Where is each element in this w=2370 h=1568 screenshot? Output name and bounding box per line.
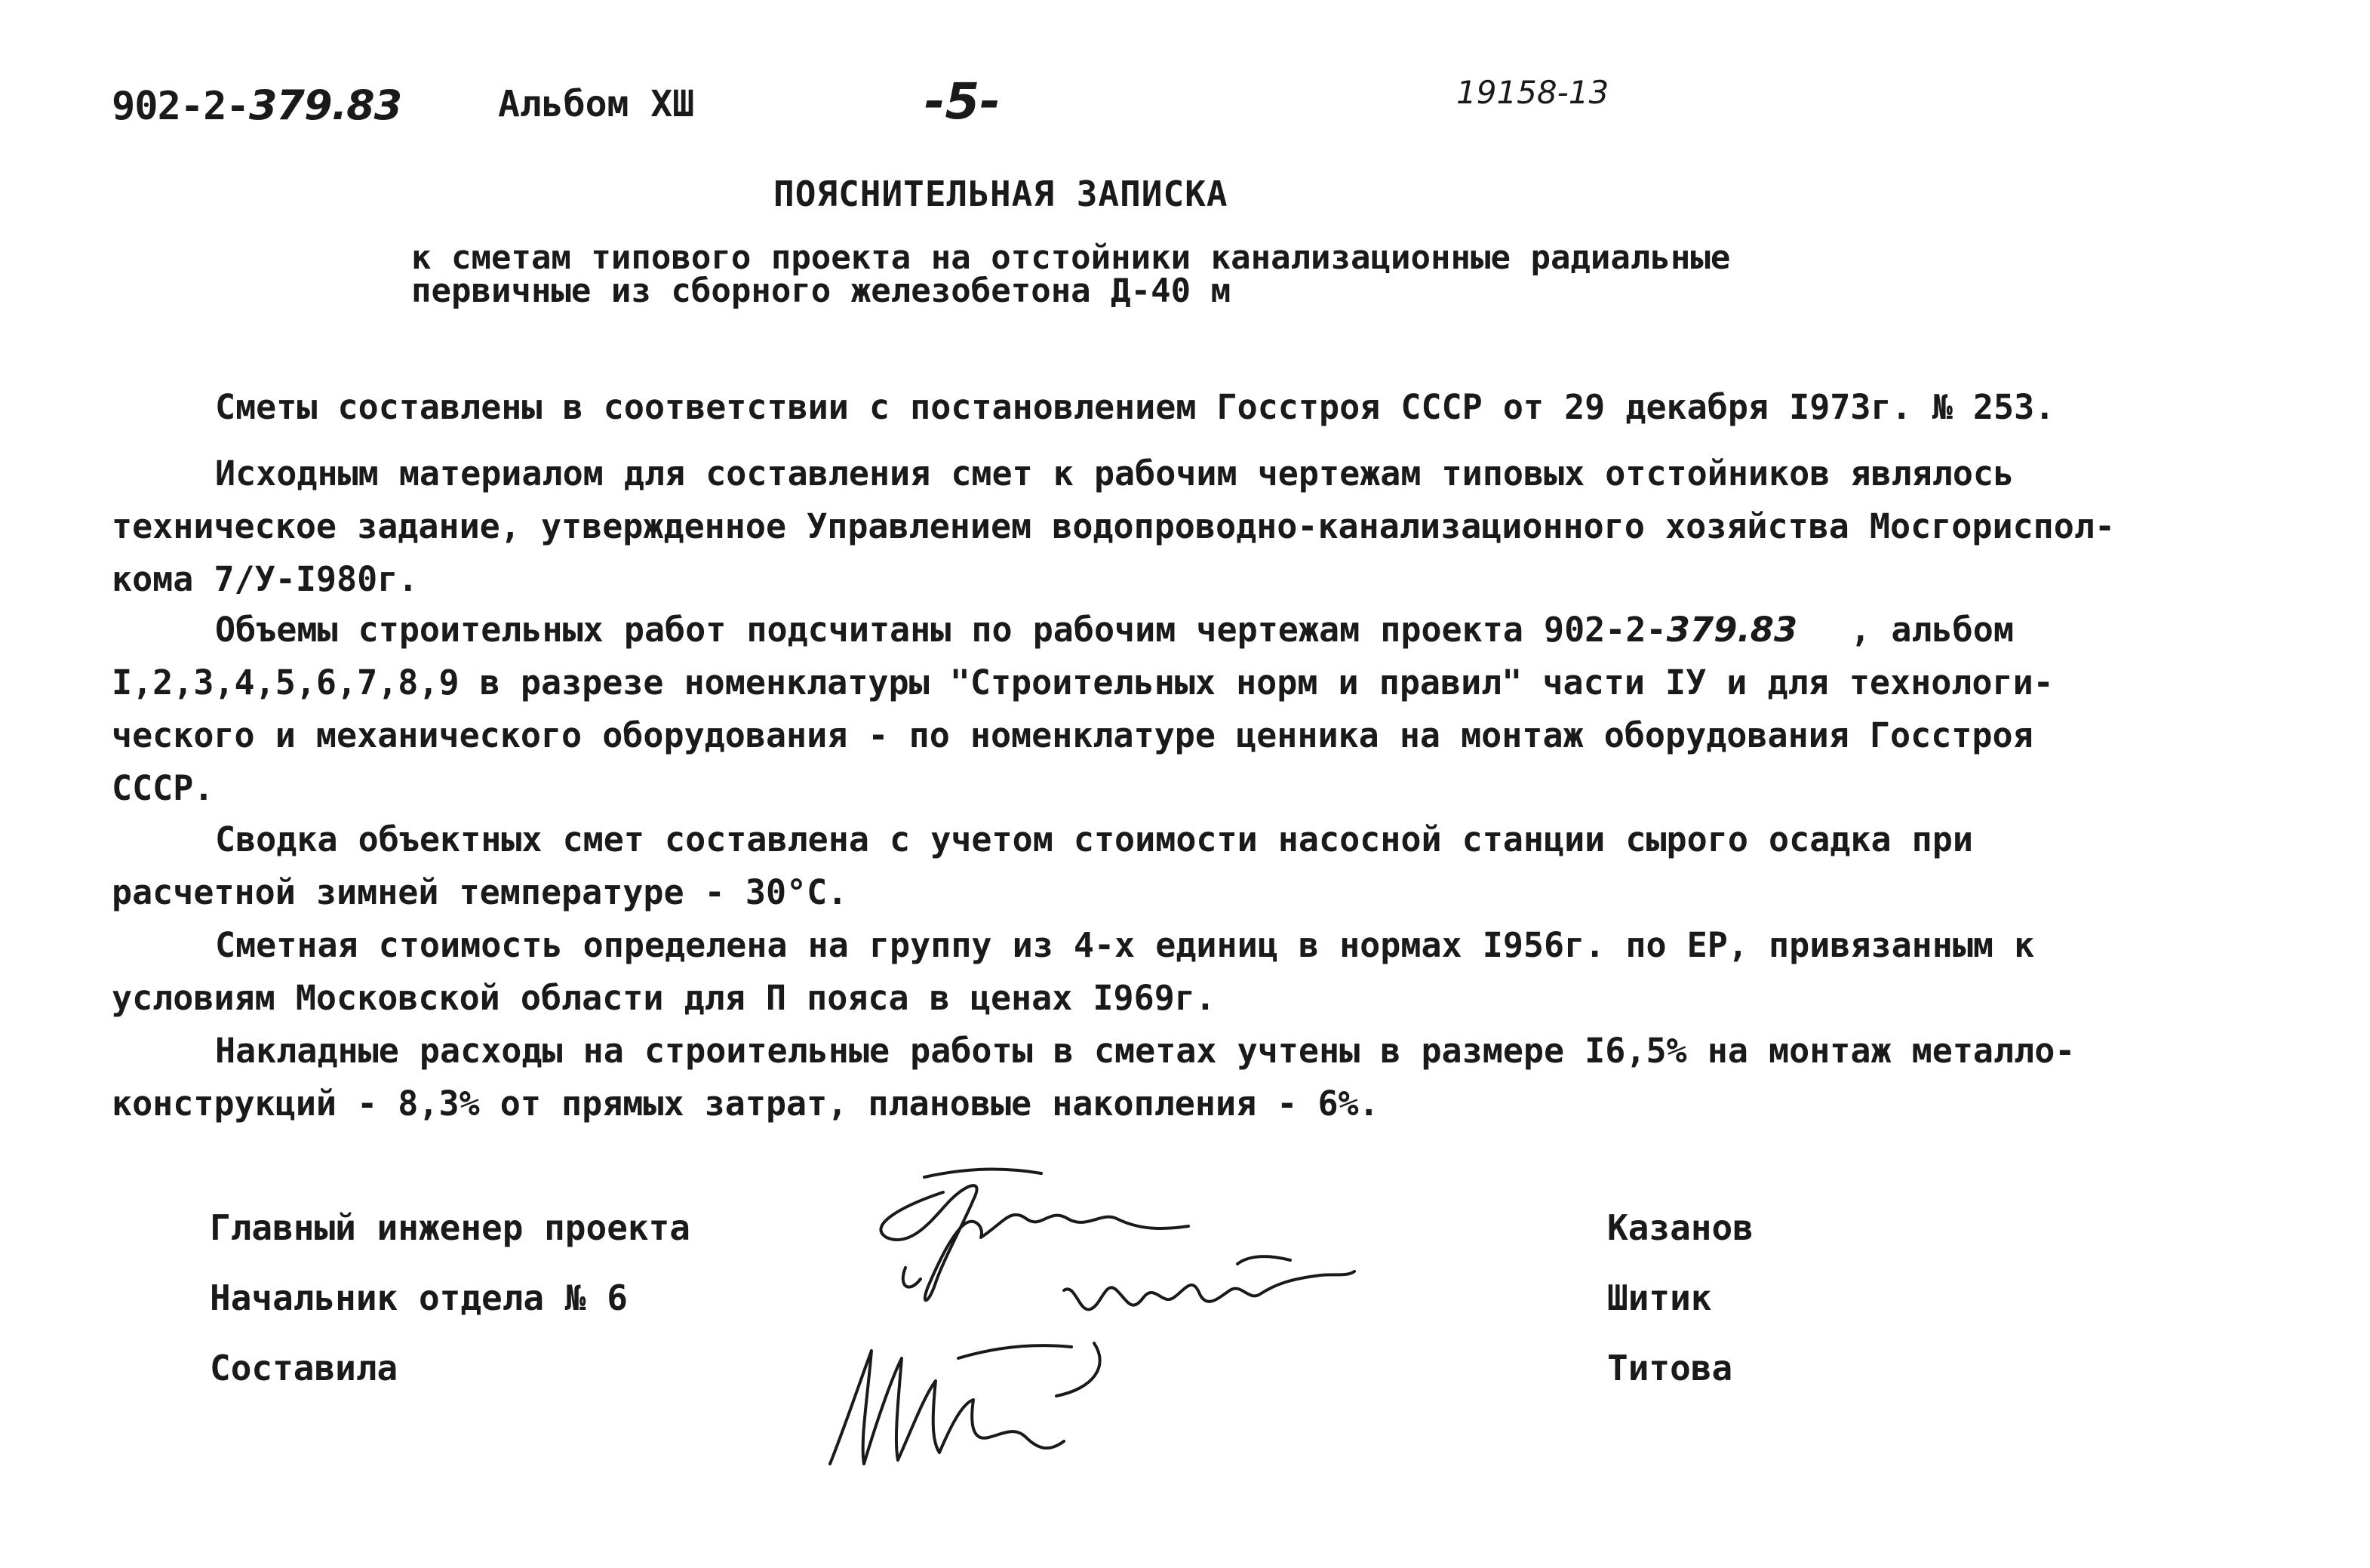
paragraph-6 xyxy=(112,1025,2075,1130)
paragraph-2-line-3: кома 7/У-I980г. xyxy=(112,559,419,599)
subtitle-line-2: первичные из сборного железобетона Д-40 м xyxy=(411,272,1231,310)
paragraph-4-line-1: Сводка объектных смет составлена с учетом стоимости насосной станции сырого осадка при xyxy=(215,819,1973,859)
page-number: -5- xyxy=(924,72,1001,131)
signature-compiler xyxy=(807,1313,1170,1479)
signer-title-chief-engineer: Главный инженер проекта xyxy=(210,1207,690,1248)
paragraph-3 xyxy=(112,604,2054,815)
project-code-handwritten: 379.83 xyxy=(1666,610,1798,650)
signer-title-compiler: Составила xyxy=(210,1348,398,1388)
paragraph-3-line-1-start: Объемы строительных работ подсчитаны по рабочим чертежам проекта 902-2- xyxy=(215,610,1667,650)
signer-name-chief-engineer: Казанов xyxy=(1607,1207,1754,1248)
paragraph-4 xyxy=(112,813,1973,919)
paragraph-6-line-2: конструкций - 8,3% от прямых затрат, плановые накопления - 6%. xyxy=(112,1084,1379,1124)
paragraph-3-line-3: ческого и механического оборудования - по номенклатуре ценника на монтаж оборудования Госстроя xyxy=(112,715,2033,755)
paragraph-2-line-2: техническое задание, утвержденное Управлением водопроводно-канализационного хозяйства Мосгориспол- xyxy=(112,506,2116,546)
paragraph-1: Сметы составлены в соответствии с постановлением Госстроя СССР от 29 декабря I973г. № 253. xyxy=(215,387,2055,427)
subtitle-line-1: к сметам типового проекта на отстойники канализационные радиальные xyxy=(411,238,1731,277)
album-label: Альбом XШ xyxy=(498,83,695,125)
paragraph-2-line-1: Исходным материалом для составления смет к рабочим чертежам типовых отстойников являлось xyxy=(215,453,2015,493)
signer-title-department-head: Начальник отдела № 6 xyxy=(210,1277,628,1318)
paragraph-5-line-2: условиям Московской области для П пояса в ценах I969г. xyxy=(112,978,1216,1018)
paragraph-3-line-1-end: , альбом xyxy=(1850,610,2014,650)
paragraph-2 xyxy=(112,447,2115,606)
document-code xyxy=(112,81,401,129)
paragraph-5-line-1: Сметная стоимость определена на группу из 4-х единиц в нормах I956г. по ЕР, привязанным к xyxy=(215,925,2035,965)
paragraph-3-line-4: СССР. xyxy=(112,768,214,808)
document-code-handwritten: 379.83 xyxy=(248,81,402,129)
inventory-number: 19158-13 xyxy=(1456,74,1609,111)
paragraph-3-line-2: I,2,3,4,5,6,7,8,9 в разрезе номенклатуры "Строительных норм и правил" части IУ и для технологи- xyxy=(112,663,2054,703)
signer-name-department-head: Шитик xyxy=(1607,1277,1712,1318)
paragraph-4-line-2: расчетной зимней температуре - 30°С. xyxy=(112,872,848,912)
paragraph-5 xyxy=(112,919,2034,1025)
document-title: ПОЯСНИТЕЛЬНАЯ ЗАПИСКА xyxy=(773,174,1228,214)
document-subtitle xyxy=(411,238,1731,310)
signer-name-compiler: Титова xyxy=(1607,1348,1733,1388)
paragraph-6-line-1: Накладные расходы на строительные работы в сметах учтены в размере I6,5% на монтаж металло- xyxy=(215,1031,2076,1071)
document-code-prefix: 902-2- xyxy=(112,84,249,129)
paragraph-3-line-1 xyxy=(112,604,2054,656)
